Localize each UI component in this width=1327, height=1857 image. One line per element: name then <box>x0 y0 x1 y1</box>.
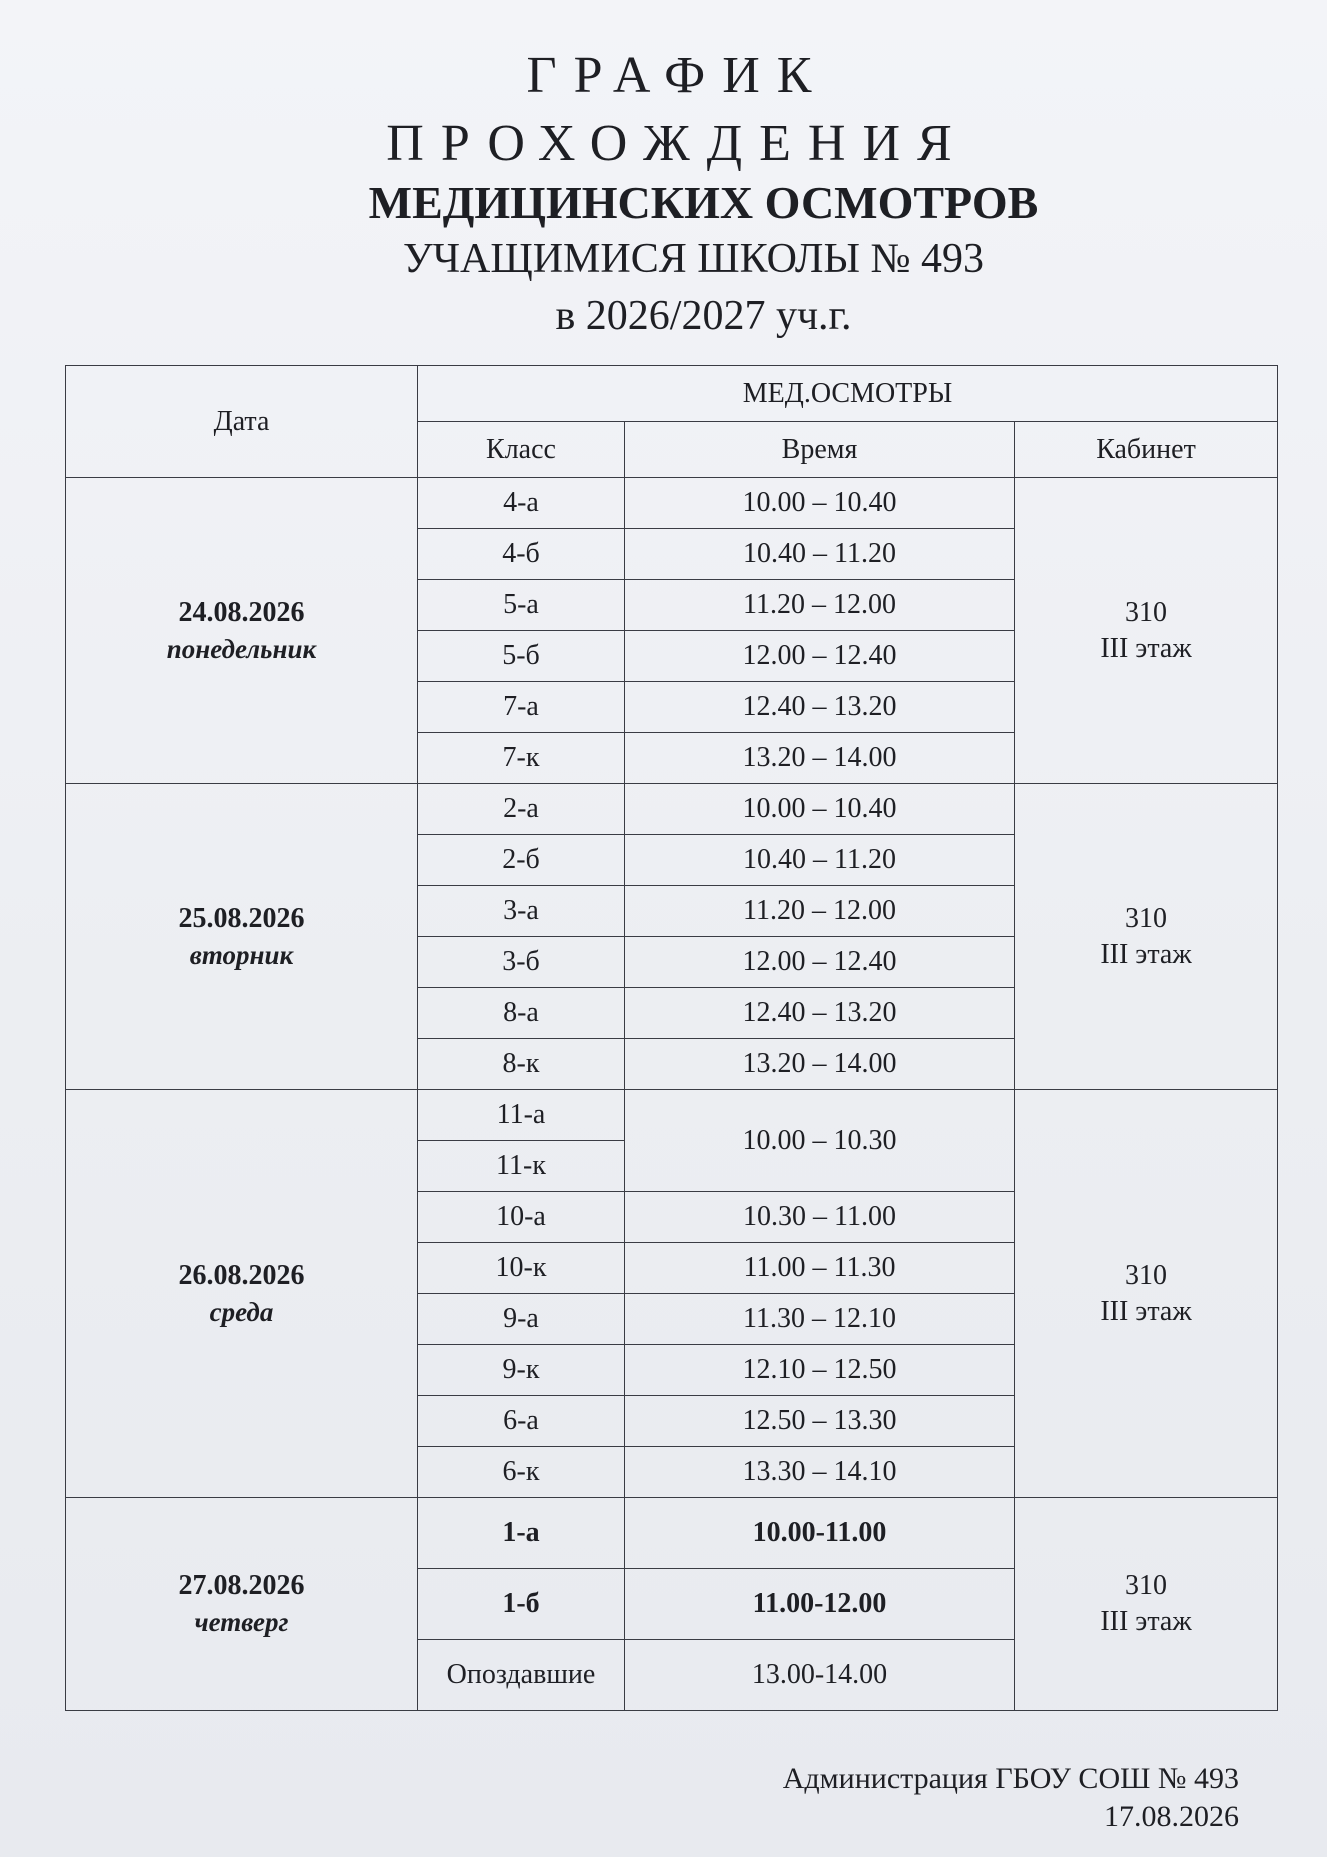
room-cell <box>1015 478 1278 784</box>
class-cell: 2-а <box>418 784 625 835</box>
weekday-value: вторник <box>189 939 294 970</box>
class-cell: 1-а <box>418 1498 625 1569</box>
table-row <box>66 784 1278 835</box>
footer-date: 17.08.2026 <box>1104 1800 1239 1833</box>
header-group: МЕД.ОСМОТРЫ <box>418 366 1278 422</box>
time-cell: 10.00-11.00 <box>625 1498 1015 1569</box>
schedule-table <box>65 365 1278 1711</box>
time-cell: 12.10 – 12.50 <box>625 1345 1015 1396</box>
time-cell: 10.40 – 11.20 <box>625 529 1015 580</box>
room-cell <box>1015 1498 1278 1711</box>
class-cell: 10-к <box>418 1243 625 1294</box>
class-cell: 9-а <box>418 1294 625 1345</box>
footer-administration: Администрация ГБОУ СОШ № 493 <box>782 1762 1239 1795</box>
class-cell: 7-к <box>418 733 625 784</box>
title-line-3: МЕДИЦИНСКИХ ОСМОТРОВ <box>368 177 1039 228</box>
room-floor: III этаж <box>1100 632 1192 664</box>
room-number: 310 <box>1125 1570 1167 1601</box>
time-cell: 11.20 – 12.00 <box>625 580 1015 631</box>
class-cell: Опоздавшие <box>418 1640 625 1711</box>
time-cell: 11.30 – 12.10 <box>625 1294 1015 1345</box>
class-cell: 11-а <box>418 1090 625 1141</box>
class-cell: 2-б <box>418 835 625 886</box>
date-cell <box>66 478 418 784</box>
time-cell: 12.40 – 13.20 <box>625 682 1015 733</box>
time-cell: 10.00 – 10.40 <box>625 478 1015 529</box>
header-class: Класс <box>418 422 625 478</box>
time-cell: 12.40 – 13.20 <box>625 988 1015 1039</box>
time-cell: 12.00 – 12.40 <box>625 937 1015 988</box>
date-value: 25.08.2026 <box>178 902 305 934</box>
class-cell: 5-а <box>418 580 625 631</box>
room-number: 310 <box>1125 902 1167 934</box>
time-cell: 11.00 – 11.30 <box>625 1243 1015 1294</box>
weekday-value: среда <box>209 1296 274 1327</box>
title-line-1: ГРАФИК <box>526 47 829 104</box>
header-date: Дата <box>66 366 418 478</box>
class-cell: 9-к <box>418 1345 625 1396</box>
room-floor: III этаж <box>1100 1295 1192 1327</box>
class-cell: 8-к <box>418 1039 625 1090</box>
weekday-value: четверг <box>194 1607 289 1637</box>
date-value: 27.08.2026 <box>178 1570 305 1601</box>
weekday-value: понедельник <box>166 633 317 664</box>
date-cell <box>66 784 418 1090</box>
time-cell: 10.00 – 10.40 <box>625 784 1015 835</box>
time-cell: 13.20 – 14.00 <box>625 1039 1015 1090</box>
time-cell: 13.20 – 14.00 <box>625 733 1015 784</box>
room-floor: III этаж <box>1100 938 1192 970</box>
table-row <box>66 1498 1278 1569</box>
room-cell <box>1015 1090 1278 1498</box>
room-number: 310 <box>1125 596 1167 628</box>
room-number: 310 <box>1125 1259 1167 1291</box>
class-cell: 6-к <box>418 1447 625 1498</box>
time-cell: 10.40 – 11.20 <box>625 835 1015 886</box>
date-value: 24.08.2026 <box>178 596 305 628</box>
date-value: 26.08.2026 <box>178 1259 305 1291</box>
time-cell: 11.20 – 12.00 <box>625 886 1015 937</box>
class-cell: 1-б <box>418 1569 625 1640</box>
time-cell: 10.30 – 11.00 <box>625 1192 1015 1243</box>
class-cell: 7-а <box>418 682 625 733</box>
table-row <box>66 478 1278 529</box>
class-cell: 4-а <box>418 478 625 529</box>
header-room: Кабинет <box>1015 422 1278 478</box>
date-cell <box>66 1498 418 1711</box>
date-cell <box>66 1090 418 1498</box>
title-line-4: УЧАЩИМИСЯ ШКОЛЫ № 493 <box>402 236 985 282</box>
class-cell: 10-а <box>418 1192 625 1243</box>
time-cell: 13.30 – 14.10 <box>625 1447 1015 1498</box>
time-cell: 12.50 – 13.30 <box>625 1396 1015 1447</box>
class-cell: 4-б <box>418 529 625 580</box>
title-line-2: ПРОХОЖДЕНИЯ <box>386 115 969 172</box>
class-cell: 5-б <box>418 631 625 682</box>
class-cell: 3-а <box>418 886 625 937</box>
room-floor: III этаж <box>1100 1606 1192 1637</box>
class-cell: 3-б <box>418 937 625 988</box>
time-cell: 10.00 – 10.30 <box>625 1090 1015 1192</box>
class-cell: 8-а <box>418 988 625 1039</box>
time-cell: 13.00-14.00 <box>625 1640 1015 1711</box>
header-row <box>66 366 1278 422</box>
time-cell: 11.00-12.00 <box>625 1569 1015 1640</box>
time-cell: 12.00 – 12.40 <box>625 631 1015 682</box>
class-cell: 11-к <box>418 1141 625 1192</box>
room-cell <box>1015 784 1278 1090</box>
header-time: Время <box>625 422 1015 478</box>
table-row <box>66 1090 1278 1141</box>
title-line-5: в 2026/2027 уч.г. <box>555 293 852 339</box>
class-cell: 6-а <box>418 1396 625 1447</box>
